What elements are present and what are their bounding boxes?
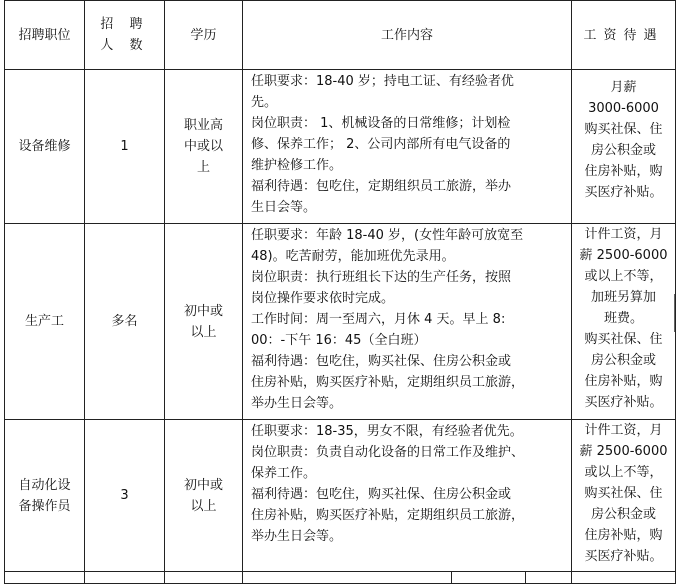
empty-cell: [85, 572, 165, 584]
content-line: 维护检修工作。: [251, 158, 343, 173]
table-row: [5, 224, 676, 420]
content-line: 生日会等。: [251, 200, 317, 215]
content-line: 岗位职责： 1、机械设备的日常维修；计划检: [251, 116, 511, 131]
content-line: 先。: [251, 95, 278, 110]
education-line: 上: [196, 160, 210, 175]
education-line: 以上: [190, 498, 217, 514]
header-count: [85, 1, 165, 70]
content-line: 任职要求：年龄 18-40 岁，(女性年龄可放宽至: [251, 228, 524, 243]
header-position: 招聘职位: [5, 1, 85, 70]
salary-cell: [572, 420, 676, 572]
content-line: 任职要求：18-40 岁；持电工证、有经验者优: [251, 74, 514, 89]
position-cell: 设备维修: [5, 70, 85, 224]
empty-cell: [572, 572, 676, 584]
salary-line: 3000-6000: [588, 101, 659, 116]
salary-line: 购买社保、住: [584, 122, 663, 137]
content-line: 修、保养工作； 2、公司内部所有电气设备的: [251, 137, 511, 152]
content-cell: [243, 70, 572, 224]
header-count-line2: 人 数: [100, 38, 149, 53]
salary-cell: [572, 224, 676, 420]
table-row-partial: [5, 572, 676, 584]
content-cell: [243, 420, 572, 572]
content-line: 岗位职责：负责自动化设备的日常工作及维护、: [251, 445, 525, 460]
header-content: 工作内容: [243, 1, 572, 70]
content-line: 保养工作。: [251, 466, 317, 481]
salary-line: 薪 2500-6000: [579, 444, 668, 459]
table-row: [5, 70, 676, 224]
header-salary: [572, 1, 676, 70]
header-salary-text: 工资待遇: [583, 27, 664, 43]
count-cell: 1: [85, 70, 165, 224]
salary-line: 或以上不等，: [584, 269, 663, 284]
salary-line: 买医疗补贴。: [584, 395, 663, 410]
salary-line: 买医疗补贴。: [584, 185, 663, 200]
salary-line: 薪 2500-6000: [579, 248, 668, 263]
content-line: 00：-下午 16：45（全白班）: [251, 333, 427, 348]
salary-line: 住房补贴，购: [584, 164, 663, 179]
content-line: 举办生日会等。: [251, 396, 343, 411]
recruitment-table: [4, 0, 676, 584]
count-cell: 多名: [85, 224, 165, 420]
education-cell: [165, 70, 243, 224]
content-line: 岗位职责：执行班组长下达的生产任务，按照: [251, 270, 512, 285]
empty-cell: [243, 572, 572, 584]
education-cell: [165, 224, 243, 420]
salary-line: 或以上不等，: [584, 465, 663, 480]
salary-line: 房公积金或: [590, 507, 656, 522]
header-count-line1: 招 聘: [100, 17, 149, 32]
salary-line: 购买社保、住: [584, 332, 663, 347]
salary-line: 房公积金或: [590, 353, 656, 368]
education-line: 初中或: [183, 303, 223, 319]
cell-divider: [525, 572, 526, 583]
content-line: 住房补贴，购买医疗补贴，定期组织员工旅游，: [251, 508, 525, 523]
content-line: 举办生日会等。: [251, 529, 343, 544]
salary-line: 月薪: [610, 80, 637, 95]
content-line: 住房补贴，购买医疗补贴，定期组织员工旅游，: [251, 375, 525, 390]
salary-line: 住房补贴，购: [584, 374, 663, 389]
salary-line: 加班另算加: [590, 290, 656, 305]
salary-line: 买医疗补贴。: [584, 549, 663, 564]
content-line: 48)。吃苦耐劳，能加班优先录用。: [251, 249, 455, 264]
content-line: 岗位操作要求依时完成。: [251, 291, 395, 306]
salary-line: 计件工资，月: [584, 423, 663, 438]
content-cell: [243, 224, 572, 420]
salary-line: 班费。: [603, 311, 643, 326]
education-line: 职业高: [183, 118, 223, 133]
header-education: 学历: [165, 1, 243, 70]
header-row: [5, 1, 676, 70]
empty-cell: [165, 572, 243, 584]
position-cell: [5, 420, 85, 572]
content-line: 福利待遇：包吃住，定期组织员工旅游，举办: [251, 179, 512, 194]
position-cell: 生产工: [5, 224, 85, 420]
salary-line: 房公积金或: [590, 143, 656, 158]
empty-cell: [5, 572, 85, 584]
salary-line: 住房补贴，购: [584, 528, 663, 543]
content-line: 福利待遇：包吃住，购买社保、住房公积金或: [251, 487, 512, 502]
education-line: 中或以: [183, 139, 223, 154]
education-line: 以上: [190, 324, 217, 340]
content-line: 任职要求：18-35，男女不限，有经验者优先。: [251, 424, 523, 439]
salary-line: 购买社保、住: [584, 486, 663, 501]
position-line: 自动化设: [18, 477, 71, 493]
salary-cell: [572, 70, 676, 224]
position-line: 备操作员: [18, 498, 71, 514]
content-line: 工作时间：周一至周六，月休 4 天。早上 8:: [251, 312, 506, 327]
salary-line: 计件工资，月: [584, 227, 663, 242]
education-line: 初中或: [183, 477, 223, 493]
table-row: [5, 420, 676, 572]
page-edge-mark: [674, 294, 679, 332]
count-cell: 3: [85, 420, 165, 572]
content-line: 福利待遇：包吃住，购买社保、住房公积金或: [251, 354, 512, 369]
education-cell: [165, 420, 243, 572]
cell-divider: [451, 572, 452, 583]
